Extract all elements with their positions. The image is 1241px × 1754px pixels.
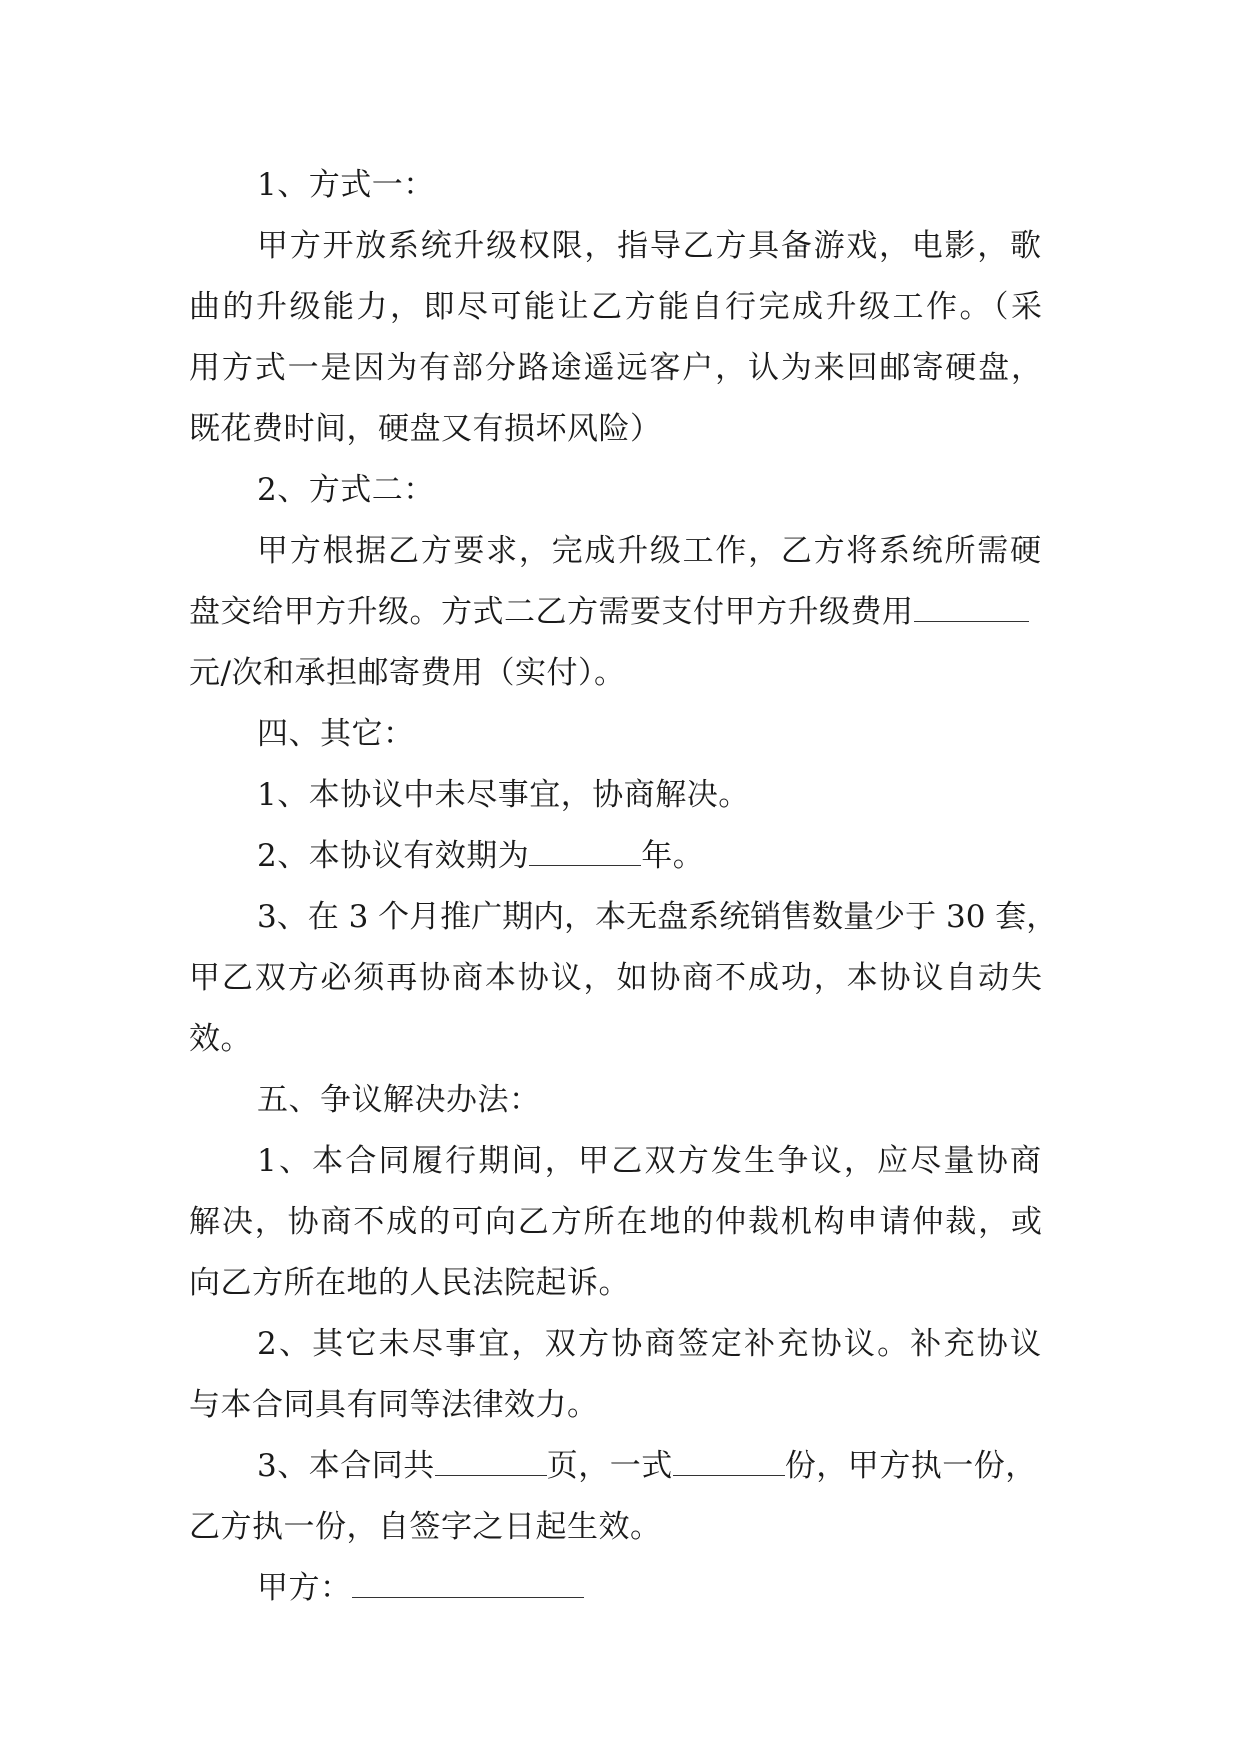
paragraph-text: 盘交给甲方升级。方式二乙方需要支付甲方升级费用 [189,594,914,630]
paragraph-line: 甲方根据乙方要求，完成升级工作，乙方将系统所需硬 [257,533,1041,569]
paragraph-line: 解决，协商不成的可向乙方所在地的仲裁机构申请仲裁，或 [189,1204,1042,1240]
clause-line: 2、其它未尽事宜，双方协商签定补充协议。补充协议 [257,1326,1041,1362]
paragraph-line: 效。 [189,1021,252,1057]
clause-line [257,836,704,876]
paragraph-line: 曲的升级能力，即尽可能让乙方能自行完成升级工作。（采 [189,289,1042,325]
paragraph-line: 向乙方所在地的人民法院起诉。 [189,1265,630,1301]
validity-years-blank [529,839,641,866]
paragraph-line: 元/次和承担邮寄费用（实付）。 [189,655,626,691]
paragraph-line: 甲方开放系统升级权限，指导乙方具备游戏，电影，歌 [257,228,1041,264]
clause-line: 1、本协议中未尽事宜，协商解决。 [257,777,750,813]
party-a-signature-blank [352,1571,584,1598]
paragraph-line: 既花费时间，硬盘又有损坏风险） [189,411,662,447]
copies-count-blank [673,1449,785,1476]
clause-text: 年。 [641,838,705,874]
section-four-heading: 四、其它： [257,716,415,752]
upgrade-fee-blank [914,595,1029,622]
item-method-one-heading: 1、方式一： [257,167,435,203]
paragraph-line: 与本合同具有同等法律效力。 [189,1387,599,1423]
clause-text: 页，一式 [546,1448,673,1484]
clause-line: 1、本合同履行期间，甲乙双方发生争议，应尽量协商 [257,1143,1041,1179]
paragraph-line: 甲乙双方必须再协商本协议，如协商不成功，本协议自动失 [189,960,1042,996]
paragraph-line: 乙方执一份，自签字之日起生效。 [189,1509,662,1545]
section-five-heading: 五、争议解决办法： [257,1082,541,1118]
clause-text: 3、本合同共 [257,1448,435,1484]
paragraph-line: 用方式一是因为有部分路途遥远客户，认为来回邮寄硬盘， [189,350,1042,386]
clause-line: 3、在 3 个月推广期内，本无盘系统销售数量少于 30 套， [257,899,1058,935]
page-count-blank [435,1449,547,1476]
party-a-label: 甲方： [257,1570,352,1606]
party-a-signature-line [257,1568,584,1608]
item-method-two-heading: 2、方式二： [257,472,435,508]
clause-text: 份，甲方执一份， [784,1448,1037,1484]
paragraph-line [189,592,1042,632]
clause-line [257,1446,1037,1486]
clause-text: 2、本协议有效期为 [257,838,530,874]
